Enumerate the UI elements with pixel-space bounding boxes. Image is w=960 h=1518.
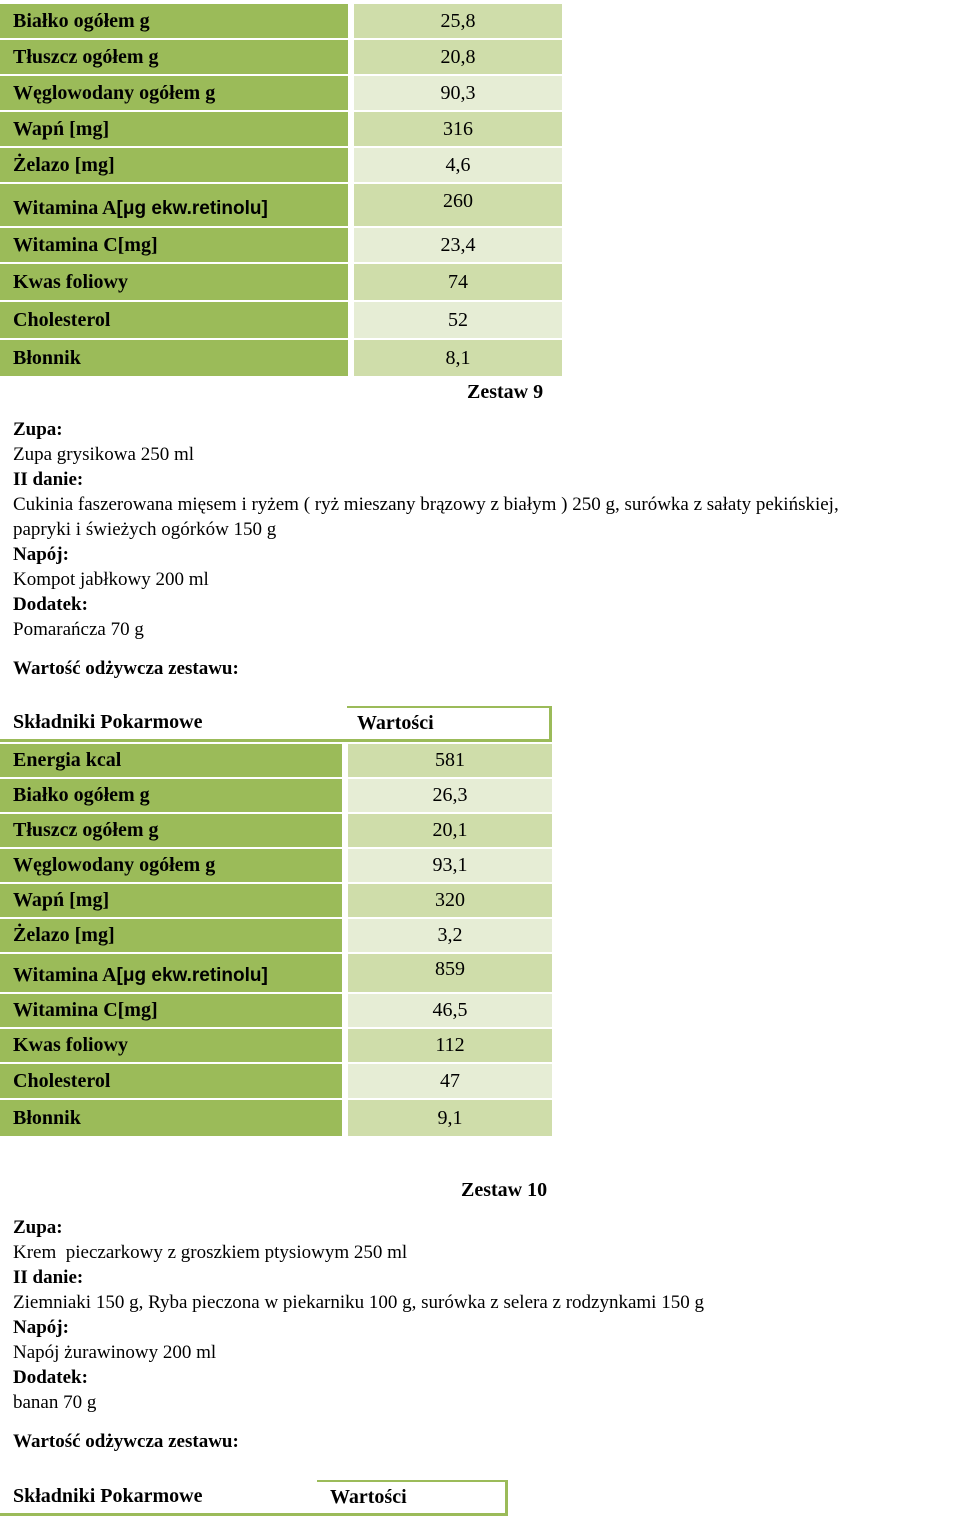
row-label [0,184,348,228]
row-value: 23,4 [354,228,562,264]
row-value: 47 [348,1064,552,1100]
table-row [0,148,562,184]
zestaw10-danie: Ziemniaki 150 g, Ryba pieczona w piekarniku 100 g, surówka z selera z rodzynkami 150 g [13,1292,704,1313]
row-value: 581 [348,744,552,779]
table-row [0,814,552,849]
row-label: Wapń [mg] [0,884,342,919]
row-value: 260 [354,184,562,228]
row-label: Żelazo [mg] [0,148,348,184]
table-row [0,744,552,779]
table-row [0,112,562,148]
row-label: Błonnik [0,340,348,378]
row-label: Kwas foliowy [0,264,348,302]
row-label: Tłuszcz ogółem g [0,814,342,849]
row-label: Błonnik [0,1100,342,1138]
vitamin-a-label: Witamina A [13,964,117,986]
vitamin-a-unit: [μg ekw.retinolu] [116,198,268,219]
table-row [0,779,552,814]
vitamin-a-unit: [μg ekw.retinolu] [116,965,268,986]
table-row [0,264,562,302]
row-value: 26,3 [348,779,552,814]
zestaw10-title: Zestaw 10 [461,1179,548,1201]
table-header [0,706,552,742]
table-row [0,184,562,228]
table-row [0,228,562,264]
row-value: 320 [348,884,552,919]
row-label: Węglowodany ogółem g [0,76,348,112]
zestaw9-napoj-label: Napój: [13,544,69,565]
table-row [0,994,552,1029]
zestaw9-dodatek-label: Dodatek: [13,594,88,615]
zestaw9-dodatek: Pomarańcza 70 g [13,619,144,640]
row-value: 3,2 [348,919,552,954]
zestaw9-danie-line2: papryki i świeżych ogórków 150 g [13,519,277,540]
row-label: Tłuszcz ogółem g [0,40,348,76]
zestaw10-table-header [0,1480,508,1516]
row-value: 20,8 [354,40,562,76]
zestaw10-zupa: Krem pieczarkowy z groszkiem ptysiowym 250 ml [13,1242,408,1263]
row-label: Żelazo [mg] [0,919,342,954]
row-label: Wapń [mg] [0,112,348,148]
row-value: 90,3 [354,76,562,112]
zestaw9-zupa: Zupa grysikowa 250 ml [13,444,195,465]
zestaw10-napoj-label: Napój: [13,1317,69,1338]
zestaw10-napoj: Napój żurawinowy 200 ml [13,1342,217,1363]
row-value: 25,8 [354,4,562,40]
row-label: Witamina C[mg] [0,994,342,1029]
table-row [0,76,562,112]
row-label: Kwas foliowy [0,1029,342,1064]
row-label: Białko ogółem g [0,779,342,814]
row-value: 74 [354,264,562,302]
row-value: 9,1 [348,1100,552,1138]
row-value: 316 [354,112,562,148]
row-value: 859 [348,954,552,994]
zestaw10-dodatek-label: Dodatek: [13,1367,88,1388]
table-row [0,1029,552,1064]
table-row [0,1100,552,1138]
table-row [0,919,552,954]
header-right: Wartości [347,706,552,742]
header-left: Składniki Pokarmowe [0,706,341,742]
table-row [0,1064,552,1100]
zestaw9-zupa-label: Zupa: [13,419,63,440]
row-value: 46,5 [348,994,552,1029]
table-row [0,340,562,378]
row-label: Cholesterol [0,302,348,340]
row-label: Energia kcal [0,744,342,779]
table-row [0,884,552,919]
zestaw9-wartosc-label: Wartość odżywcza zestawu: [13,658,239,679]
zestaw9-danie-label: II danie: [13,469,84,490]
vitamin-a-label: Witamina A [13,197,117,219]
row-value: 93,1 [348,849,552,884]
row-value: 52 [354,302,562,340]
zestaw9-title: Zestaw 9 [467,381,544,403]
row-label: Cholesterol [0,1064,342,1100]
row-value: 8,1 [354,340,562,378]
zestaw10-wartosc-label: Wartość odżywcza zestawu: [13,1431,239,1452]
table-row [0,849,552,884]
table-row [0,4,562,40]
row-label: Węglowodany ogółem g [0,849,342,884]
row-label: Witamina C[mg] [0,228,348,264]
row-label [0,954,342,994]
table-row [0,954,552,994]
zestaw10-danie-label: II danie: [13,1267,84,1288]
zestaw9-danie-line1: Cukinia faszerowana mięsem i ryżem ( ryż mieszany brązowy z białym ) 250 g, surówka z sałaty pekińskiej, [13,494,839,515]
header-right: Wartości [317,1480,508,1516]
header-left: Składniki Pokarmowe [0,1480,311,1516]
zestaw10-dodatek: banan 70 g [13,1392,97,1413]
table-row [0,302,562,340]
zestaw9-napoj: Kompot jabłkowy 200 ml [13,569,209,590]
row-value: 112 [348,1029,552,1064]
row-value: 4,6 [354,148,562,184]
table-row [0,40,562,76]
row-label: Białko ogółem g [0,4,348,40]
row-value: 20,1 [348,814,552,849]
zestaw10-zupa-label: Zupa: [13,1217,63,1238]
